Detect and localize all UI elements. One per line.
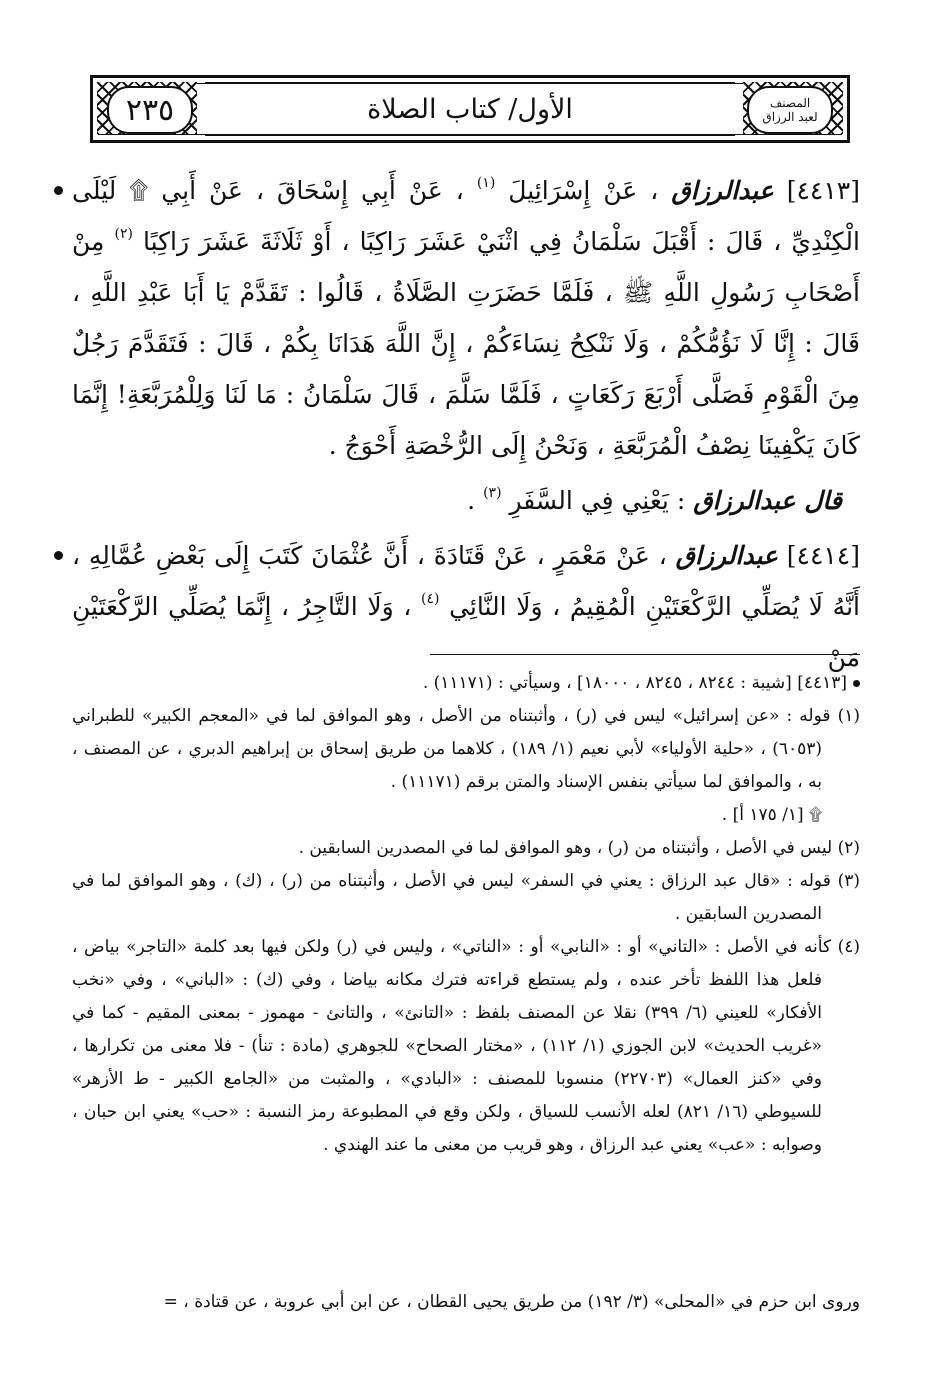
footnote-4: (٤) كأنه في الأصل : «التاني» أو : «النابي» أو : «الناتي» ، وليس في (ر) ولكن فيها بعد كلمة «التاجر» بياض ، فلعل هذا اللفظ تأخر عنده ، ولم يستطع قراءته فترك مكانه بياضا ، وفي (ك) : «الباني» ، وفي «نخب الأفكار» للعيني (٦/ ٣٩٩) نقلا عن المصنف بلفظ : «التانئ» ، والتانئ - مهموز - بمعنى المقيم - كما في «غريب الحديث» لابن الجوزي (١/ ١١٢) ، «مختار الصحاح» للجوهري (مادة : تنأ) - فلا معنى من تكرارها ، وفي «كنز العمال» (٢٢٧٠٣) منسوبا للمصنف : «البادي» ، والمثبت من «الجامع الكبير - ط الأزهر» للسيوطي (١٦/ ٨٢١) لعله الأنسب للسياق ، ولكن وقع في المطبوعة رمز النسبة : «حب» يعني ابن حبان ، وصوابه : «عب» يعني عبد الرزاق ، وهو قريب من معنى ما عند الهندي .	[72, 937, 860, 1155]
hadith-segment: ، عَنْ مَعْمَرٍ ، عَنْ قَتَادَةَ ، أَنَّ عُثْمَانَ كَتَبَ إِلَى بَعْضِ عُمَّالِهِ ، أَنَّهُ لَا يُصَلِّي الرَّكْعَتَيْنِ الْمُقِيمُ ، وَلَا النَّائِي	[72, 541, 860, 621]
hadith-4413-text	[72, 165, 860, 471]
hadith-segment: مِنْ أَصْحَابِ رَسُولِ اللَّهِ ﷺ ، فَلَمَّا حَضَرَتِ الصَّلَاةُ ، قَالُوا : تَقَدَّمْ يَا أَبَا عَبْدِ اللَّهِ ، قَالَ : إِنَّا لَا نَؤُمُّكُمْ ، وَلَا نَنْكِحُ نِسَاءَكُمْ ، إِنَّ اللَّهَ هَدَانَا بِكُمْ ، قَالَ : فَتَقَدَّمَ رَجُلٌ مِنَ الْقَوْمِ فَصَلَّى أَرْبَعَ رَكَعَاتٍ ، فَلَمَّا سَلَّمَ ، قَالَ سَلْمَانُ : مَا لَنَا وَلِلْمُرَبَّعَةِ! إِنَّمَا كَانَ يَكْفِينَا نِصْفُ الْمُرَبَّعَةِ ، وَنَحْنُ إِلَى الرُّخْصَةِ أَحْوَجُ .	[72, 227, 860, 460]
hadith-segment: ، وَلَا التَّاجِرُ ، إِنَّمَا يُصَلِّي الرَّكْعَتَيْنِ مَنْ	[72, 592, 860, 672]
hadith-bullet-icon	[54, 186, 63, 195]
footnote-bullet-icon	[853, 680, 860, 687]
hadith-segment: ، عَنْ إِسْرَائِيلَ	[508, 176, 659, 205]
hadith-number: [٤٤١٤]	[786, 541, 860, 570]
footnote-ref-4: (٤)	[420, 591, 440, 607]
hadith-4414	[72, 530, 860, 683]
footnote-2: (٢) ليس في الأصل ، وأثبتناه من (ر) ، وهو الموافق لما في المصدرين السابقين .	[298, 838, 860, 858]
running-title-text: الأول/ كتاب الصلاة	[367, 93, 573, 125]
footnotes	[72, 667, 860, 1162]
footnote-source-ref	[72, 667, 860, 700]
page-number	[107, 86, 193, 134]
running-title	[205, 82, 735, 136]
footnote-ref-2: (٢)	[114, 226, 133, 242]
author-logo	[747, 86, 833, 134]
author-name: عبدالرزاق	[671, 176, 774, 205]
author-name: عبدالرزاق	[675, 541, 778, 570]
hadith-bullet-icon	[54, 551, 63, 560]
footnote-3: (٣) قوله : «قال عبد الرزاق : يعني في السفر» ليس في الأصل ، وأثبتناه من (ر) ، (ك) ، وهو الموافق لما في المصدرين السابقين .	[72, 871, 860, 924]
footnote-source-ref-text: [٤٤١٣] [شيبة : ٨٢٤٤ ، ٨٢٤٥ ، ١٨٠٠٠] ، وسيأتي : (١١١٧١) .	[422, 673, 847, 693]
footnote-1: (١) قوله : «عن إسرائيل» ليس في (ر) ، وأثبتناه من الأصل ، وهو الموافق لما في «المعجم الكبير» للطبراني (٦٠٥٣) ، «حلية الأولياء» لأبي نعيم (١/ ١٨٩) ، كلاهما من طريق إسحاق بن إبراهيم الدبري ، عن المصنف ، به ، والموافق لما سيأتي بنفس الإسناد والمتن برقم (١١١٧١) .	[72, 706, 860, 792]
hadith-segment: ، عَنْ أَبِي إِسْحَاقَ ، عَنْ أَبِي ۩ لَيْلَى الْكِنْدِيِّ ، قَالَ : أَقْبَلَ سَلْمَانُ فِي اثْنَيْ عَشَرَ رَاكِبًا ، أَوْ ثَلَاثَةَ عَشَرَ رَاكِبًا	[72, 176, 860, 256]
main-text	[72, 165, 860, 683]
author-comment	[72, 475, 860, 526]
author-logo-line1: المصنف	[769, 96, 811, 110]
footnote-ref-3: (٣)	[483, 485, 502, 501]
footnote-separator	[430, 654, 860, 655]
hadith-4414-text	[72, 530, 860, 683]
page-number-text: ٢٣٥	[125, 92, 175, 128]
page-header	[90, 75, 850, 143]
hadith-number: [٤٤١٣]	[786, 176, 860, 205]
footnote-1-folio: ۩ [١/ ١٧٥ أ] .	[721, 805, 822, 825]
footnote-continuation: وروى ابن حزم في «المحلى» (٣/ ١٩٢) من طريق يحيى القطان ، عن ابن أبي عروبة ، عن قتادة ، =	[163, 1292, 860, 1312]
author-logo-line2: لعبد الرزاق	[762, 110, 818, 124]
hadith-4413	[72, 165, 860, 526]
author-comment-text: : يَعْنِي فِي السَّفَرِ	[509, 486, 686, 515]
author-comment-end: .	[467, 486, 476, 515]
footnote-ref-1: (١)	[476, 175, 496, 191]
author-comment-label: قال عبدالرزاق	[693, 486, 842, 515]
